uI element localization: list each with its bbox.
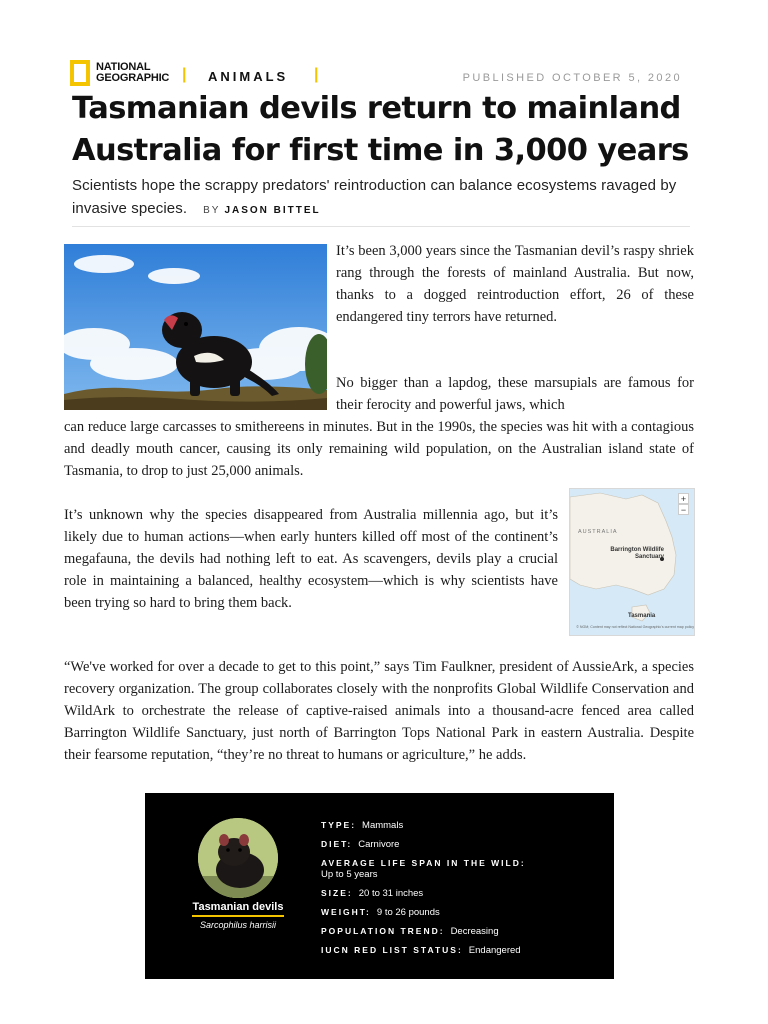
published-date: PUBLISHED OCTOBER 5, 2020 — [462, 72, 682, 84]
paragraph-4: “We've worked for over a decade to get to this point,” says Tim Faulkner, president of AussieArk, a species recovery organization. The group collaborates closely with the nonprofits Global Wildlife Conservation and WildArk to orchestrate the release of captive-raised animals into a thousand-acre fenced area called Barrington Wildlife Sanctuary, just north of Barrington Tops National Park in eastern Australia. Despite their fearsome reputation, “they’re no threat to humans or agriculture,” he adds. — [64, 659, 694, 763]
author-name[interactable]: JASON BITTEL — [224, 205, 321, 216]
fact-iucn-status: IUCN RED LIST STATUS: Endangered — [321, 945, 521, 956]
paragraph-3: It’s unknown why the species disappeared from Australia millennia ago, but it’s likely due to human actions—when early hunters killed off most of the continent’s megafauna, the devils had nothing left to eat. As scavengers, devils play a crucial role in maintaining a balanced, healthy ecosystem—which is why scientists have been trying so hard to bring them back. — [64, 507, 558, 611]
paragraph-1: It’s been 3,000 years since the Tasmanian devil’s raspy shriek rang through the forests of mainland Australia. But now, thanks to a dogged reintroduction effort, 26 of these endangered tiny terrors have returned. — [336, 243, 694, 325]
map-label-australia: AUSTRALIA — [578, 529, 618, 535]
section-label[interactable]: ANIMALS — [208, 69, 289, 84]
species-fact-box — [145, 793, 614, 979]
fact-population-trend: POPULATION TREND: Decreasing — [321, 926, 499, 937]
name-underline — [192, 915, 284, 917]
fact-weight: WEIGHT: 9 to 26 pounds — [321, 907, 440, 918]
headline: Tasmanian devils return to mainland Australia for first time in 3,000 years — [72, 91, 689, 168]
paragraph-2-start: No bigger than a lapdog, these marsupials are famous for their ferocity and powerful jaws, which — [336, 375, 694, 413]
species-scientific-name: Sarcophilus harrisii — [199, 920, 277, 930]
map-label-sanctuary-line2: Sanctuary — [634, 554, 664, 560]
fact-life-span: AVERAGE LIFE SPAN IN THE WILD: Up to 5 years — [321, 858, 526, 880]
header-divider — [72, 226, 690, 227]
map-label-sanctuary-line1: Barrington Wildlife — [610, 547, 664, 553]
byline-prefix: BY — [203, 205, 221, 216]
map-attribution: © NGM; Content may not reflect National Geographic's current map policy — [576, 625, 694, 629]
zoom-in-button[interactable]: + — [678, 493, 689, 504]
fact-list — [321, 819, 591, 963]
fact-size: SIZE: 20 to 31 inches — [321, 888, 424, 899]
divider-bar: | — [182, 66, 187, 83]
divider-bar: | — [314, 66, 319, 83]
logo-line-2: GEOGRAPHIC — [96, 72, 170, 84]
dek-text: Scientists hope the scrappy predators' reintroduction can balance ecosystems ravaged by invasive species. — [72, 177, 677, 217]
map-label-tasmania: Tasmania — [628, 613, 656, 619]
logo-line-1: NATIONAL — [96, 61, 151, 73]
map-label-sanctuary — [606, 547, 664, 561]
locator-map[interactable] — [569, 488, 695, 636]
tasmanian-devil-photo — [64, 244, 327, 410]
natgeo-logo[interactable] — [70, 58, 182, 88]
paragraph-2-continued: can reduce large carcasses to smithereens in minutes. But in the 1990s, the species was hit with a contagious and deadly mouth cancer, causing its only remaining wild population, on the Australian island state of Tasmania, to drop to just 25,000 animals. — [64, 419, 694, 479]
species-common-name[interactable]: Tasmanian devils — [192, 901, 284, 913]
devil-avatar — [198, 818, 278, 898]
fact-type: TYPE: Mammals — [321, 820, 404, 831]
dek — [72, 174, 712, 222]
fact-diet: DIET: Carnivore — [321, 839, 400, 850]
zoom-out-button[interactable]: − — [678, 504, 689, 515]
yellow-border-icon — [70, 60, 90, 86]
